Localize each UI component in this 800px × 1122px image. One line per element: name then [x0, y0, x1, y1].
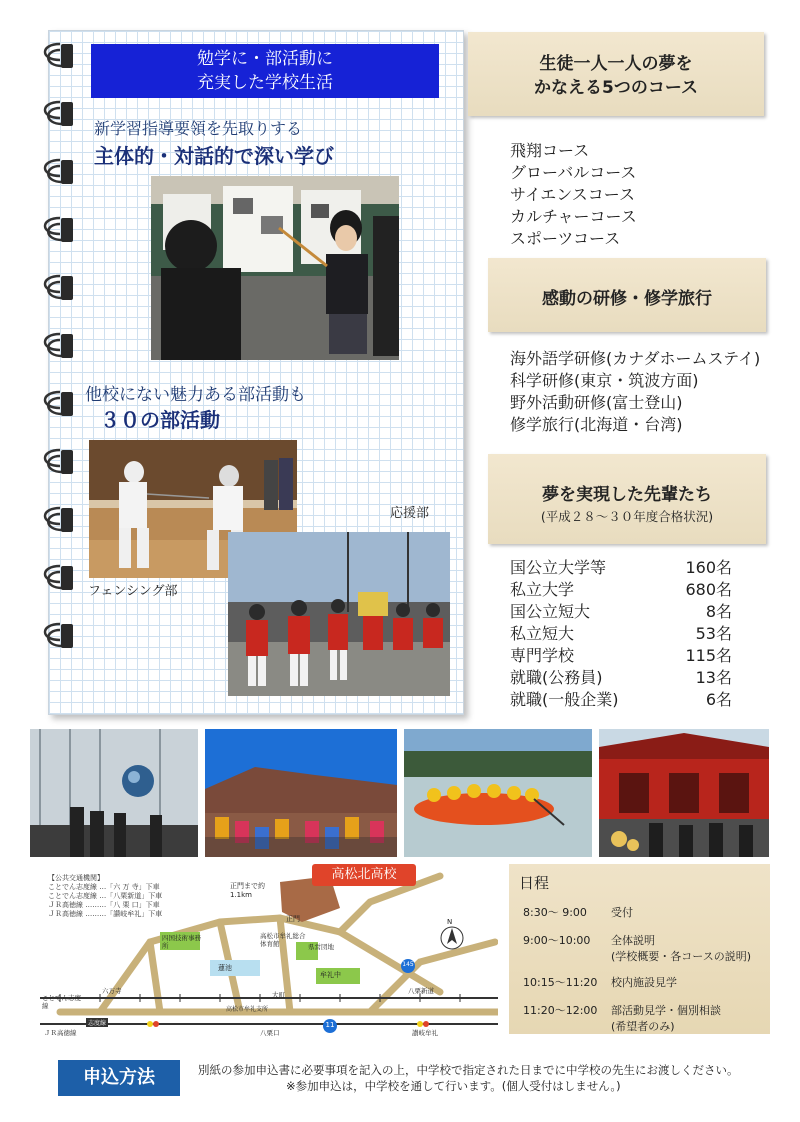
- schedule-item: [523, 1002, 721, 1034]
- list-item: 飛翔コース: [510, 141, 590, 160]
- apply-note: ※参加申込は，中学校を通して行います。(個人受付はしません。): [286, 1079, 621, 1093]
- course-list: [510, 140, 637, 250]
- schedule-item: [523, 932, 751, 964]
- gate-label: 正門: [286, 915, 300, 923]
- list-item: 海外語学研修(カナダホームステイ): [510, 349, 761, 368]
- yakuri-shindo-label: 八栗新道: [408, 987, 434, 995]
- schedule-desc-detail: (希望者のみ): [611, 1020, 675, 1033]
- results-banner-title: 夢を実現した先輩たち: [542, 485, 712, 505]
- transit-legend: [48, 874, 162, 919]
- list-item: 科学研修(東京・筑波方面): [510, 371, 699, 390]
- legend-title: 【公共交通機関】: [48, 874, 104, 882]
- kotoden-label: ことでん志度線: [42, 994, 81, 1010]
- junior-high-label: 牟礼中: [320, 971, 341, 979]
- access-map: [40, 862, 498, 1038]
- fencing-caption: フェンシング部: [88, 584, 178, 599]
- jr-label: ＪＲ高徳線: [44, 1029, 77, 1037]
- clubs-subheading: 他校にない魅力ある部活動も: [85, 385, 306, 405]
- science-museum-photo: [30, 729, 198, 857]
- schedule-desc: 受付: [611, 906, 633, 919]
- apply-instructions: 別紙の参加申込書に必要事項を記入の上，中学校で指定された日までに中学校の先生にお渡しください。: [198, 1063, 739, 1077]
- table-row: [510, 601, 732, 623]
- result-value: 6名: [705, 690, 732, 709]
- result-value: 53名: [695, 624, 732, 643]
- learning-subheading: 新学習指導要領を先取りする: [94, 119, 303, 138]
- rokumanji-label: 六万寺: [102, 987, 122, 995]
- rafting-photo: [404, 729, 592, 857]
- courses-banner-line-2: かなえる5つのコース: [534, 78, 698, 98]
- result-label: 専門学校: [510, 646, 575, 665]
- result-value: 13名: [695, 668, 732, 687]
- list-item: グローバルコース: [510, 163, 637, 182]
- list-item: 野外活動研修(富士登山): [510, 393, 683, 412]
- schedule-desc: 部活動見学・個別相談: [611, 1004, 721, 1017]
- result-label: 私立大学: [510, 580, 575, 599]
- title-line-2: 充実した学校生活: [197, 73, 333, 93]
- cheer-caption: 応援部: [390, 506, 430, 521]
- legend-item: ＪＲ高徳線 ………「八 栗 口」下車: [48, 901, 160, 909]
- notebook-title: [91, 44, 439, 98]
- legend-item: ＪＲ高徳線 ………「讃岐牟礼」下車: [48, 910, 163, 918]
- shido-line-label: 志度線: [88, 1020, 107, 1027]
- legend-item: ことでん志度線 …「八栗新道」下車: [48, 892, 163, 900]
- mount-fuji-photo: [205, 729, 397, 857]
- gym-label: 高松市牟礼総合体育館: [260, 932, 306, 948]
- courses-banner: [468, 32, 764, 116]
- training-banner-title: 感動の研修・修学旅行: [542, 289, 712, 309]
- result-value: 115名: [685, 646, 732, 665]
- result-label: 就職(公務員): [510, 668, 603, 687]
- table-row: [510, 579, 732, 601]
- pond-label: 蓮池: [218, 964, 232, 972]
- result-value: 8名: [705, 602, 732, 621]
- north-label: N: [447, 918, 453, 926]
- schedule-item: [523, 904, 633, 920]
- results-table: [510, 557, 732, 711]
- courses-banner-line-1: 生徒一人一人の夢を: [539, 54, 693, 74]
- distance-note: 正門まで約1.1km: [230, 882, 265, 899]
- schedule-desc-detail: (学校概要・各コースの説明): [611, 950, 752, 963]
- list-item: 修学旅行(北海道・台湾): [510, 415, 683, 434]
- training-list: [510, 348, 760, 436]
- schedule-time: 9:00～10:00: [523, 934, 591, 947]
- result-label: 国公立大学等: [510, 558, 607, 577]
- yakuriguchi-label: 八栗口: [260, 1029, 280, 1037]
- sanuki-mure-label: 讃岐牟礼: [412, 1029, 438, 1037]
- schedule-title: 日程: [519, 874, 550, 892]
- omachi-label: 大町: [272, 991, 285, 999]
- cheer-photo: [228, 532, 450, 696]
- results-banner: [488, 454, 766, 544]
- school-label: 高松北高校: [312, 864, 416, 886]
- result-label: 私立短大: [510, 624, 575, 643]
- schedule-item: [523, 974, 677, 990]
- legend-item: ことでん志度線 …「六 万 寺」下車: [48, 883, 160, 891]
- schedule-desc: 校内施設見学: [611, 976, 677, 989]
- classroom-photo: [151, 176, 399, 360]
- list-item: カルチャーコース: [510, 207, 637, 226]
- apply-method-label: 申込方法: [58, 1060, 180, 1096]
- result-label: 国公立短大: [510, 602, 591, 621]
- learning-heading: 主体的・対話的で深い学び: [94, 144, 334, 168]
- table-row: [510, 623, 732, 645]
- result-value: 160名: [685, 558, 732, 577]
- office-label: 四国技術事務所: [162, 934, 201, 950]
- schedule-desc: 全体説明: [611, 934, 655, 947]
- table-row: [510, 689, 732, 711]
- housing-label: 県営団地: [308, 943, 334, 951]
- schedule-time: 10:15～11:20: [523, 976, 598, 989]
- schedule-time: 8:30～ 9:00: [523, 906, 587, 919]
- results-banner-subtitle: (平成２８～３０年度合格状況): [540, 509, 714, 524]
- clubs-heading: ３０の部活動: [100, 408, 220, 432]
- schedule-time: 11:20～12:00: [523, 1004, 598, 1017]
- taiwan-temple-photo: [599, 729, 769, 857]
- result-value: 680名: [685, 580, 732, 599]
- training-banner: [488, 258, 766, 332]
- list-item: スポーツコース: [510, 229, 621, 248]
- table-row: [510, 667, 732, 689]
- mure-branch-label: 高松市牟礼支所: [226, 1006, 269, 1013]
- result-label: 就職(一般企業): [510, 690, 619, 709]
- route-145-sign: 145: [402, 961, 414, 968]
- route-11-sign: 11: [325, 1021, 335, 1029]
- spiral-rings-icon: [30, 36, 82, 686]
- schedule-panel: [509, 864, 770, 1034]
- table-row: [510, 645, 732, 667]
- table-row: [510, 557, 732, 579]
- list-item: サイエンスコース: [510, 185, 635, 204]
- title-line-1: 勉学に・部活動に: [197, 49, 333, 69]
